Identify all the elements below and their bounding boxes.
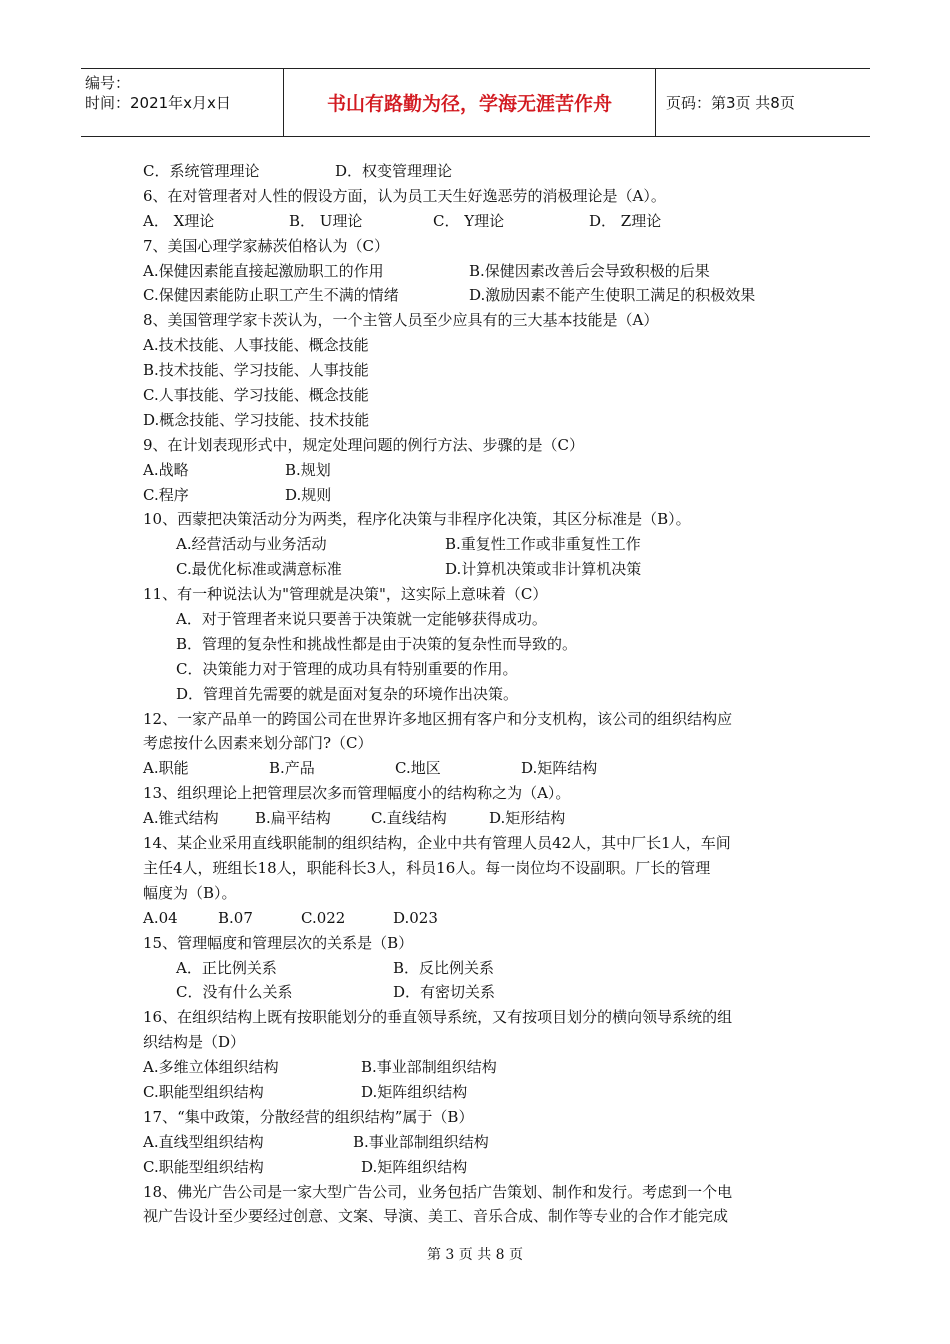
option-b: B.保健因素改善后会导致积极的后果 bbox=[469, 261, 710, 280]
option-a: A.经营活动与业务活动 bbox=[176, 535, 327, 554]
option-a: C.保健因素能防止职工产生不满的情绪 bbox=[143, 286, 399, 305]
header-meta bbox=[81, 69, 284, 136]
question-line: 11、有一种说法认为"管理就是决策"，这实际上意味着（C） bbox=[143, 585, 548, 604]
text-line bbox=[143, 259, 823, 284]
option-b: D.矩阵组织结构 bbox=[361, 1157, 468, 1176]
question-line: 考虑按什么因素来划分部门?（C） bbox=[143, 734, 373, 753]
question-line: 9、在计划表现形式中，规定处理问题的例行方法、步骤的是（C） bbox=[143, 435, 585, 454]
text-line bbox=[143, 557, 823, 582]
option-b: B． U理论 bbox=[289, 211, 363, 230]
option-d: D.矩形结构 bbox=[489, 809, 566, 828]
option-c: C.地区 bbox=[395, 759, 441, 778]
option-b: B.规划 bbox=[285, 460, 331, 479]
text-line bbox=[143, 1155, 823, 1180]
option-line: B.技术技能、学习技能、人事技能 bbox=[143, 361, 369, 380]
text-line bbox=[143, 1055, 823, 1080]
question-line: 6、在对管理者对人性的假设方面，认为员工天生好逸恶劳的消极理论是（A）。 bbox=[143, 186, 666, 205]
question-line: 8、美国管理学家卡茨认为，一个主管人员至少应具有的三大基本技能是（A） bbox=[143, 311, 659, 330]
option-line: B．管理的复杂性和挑战性都是由于决策的复杂性而导致的。 bbox=[176, 634, 578, 653]
option-b: D.矩阵组织结构 bbox=[361, 1082, 468, 1101]
option-line: D.概念技能、学习技能、技术技能 bbox=[143, 410, 370, 429]
option-b: D.计算机决策或非计算机决策 bbox=[445, 560, 642, 579]
option-a: A.04 bbox=[143, 908, 178, 927]
option-a: A.直线型组织结构 bbox=[143, 1132, 264, 1151]
question-line: 视广告设计至少要经过创意、文案、导演、美工、音乐合成、制作等专业的合作才能完成 bbox=[143, 1207, 729, 1226]
question-line: 18、佛光广告公司是一家大型广告公司，业务包括广告策划、制作和发行。考虑到一个电 bbox=[143, 1182, 733, 1201]
header-motto: 书山有路勤为径，学海无涯苦作舟 bbox=[284, 69, 656, 136]
option-a: C．系统管理理论 bbox=[143, 162, 260, 180]
option-a: A.职能 bbox=[143, 759, 189, 778]
question-line: 15、管理幅度和管理层次的关系是（B） bbox=[143, 933, 414, 952]
text-line bbox=[143, 1080, 823, 1105]
option-b: B．反比例关系 bbox=[393, 958, 495, 977]
question-line: 幅度为（B）。 bbox=[143, 883, 237, 902]
question-line: 16、在组织结构上既有按职能划分的垂直领导系统，又有按项目划分的横向领导系统的组 bbox=[143, 1008, 733, 1027]
option-b: B.事业部制组织结构 bbox=[361, 1058, 497, 1077]
option-a: A.多维立体组织结构 bbox=[143, 1058, 279, 1077]
page-header bbox=[81, 68, 870, 137]
page-footer: 第 3 页 共 8 页 bbox=[426, 1247, 524, 1263]
text-line bbox=[143, 532, 823, 557]
option-line: C．决策能力对于管理的成功具有特别重要的作用。 bbox=[176, 659, 518, 678]
option-line: A.技术技能、人事技能、概念技能 bbox=[143, 336, 369, 355]
document-body bbox=[143, 159, 823, 1229]
option-b: B.07 bbox=[218, 908, 253, 927]
text-line bbox=[143, 483, 823, 508]
document-date-label: 时间：2021年x月x日 bbox=[85, 94, 231, 112]
option-b: D．有密切关系 bbox=[393, 983, 496, 1002]
document-number-label: 编号： bbox=[85, 74, 131, 92]
option-b: B.扁平结构 bbox=[255, 809, 331, 828]
option-line: C.人事技能、学习技能、概念技能 bbox=[143, 386, 369, 405]
option-line: A．对于管理者来说只要善于决策就一定能够获得成功。 bbox=[176, 610, 547, 629]
question-line: 12、一家产品单一的跨国公司在世界许多地区拥有客户和分支机构，该公司的组织结构应 bbox=[143, 709, 733, 728]
text-line bbox=[143, 458, 823, 483]
text-line bbox=[143, 209, 823, 234]
question-line: 13、组织理论上把管理层次多而管理幅度小的结构称之为（A）。 bbox=[143, 784, 571, 803]
option-b: B.事业部制组织结构 bbox=[353, 1132, 489, 1151]
question-line: 10、西蒙把决策活动分为两类，程序化决策与非程序化决策，其区分标准是（B）。 bbox=[143, 510, 691, 529]
option-a: C.职能型组织结构 bbox=[143, 1082, 264, 1101]
question-line: 主任4人，班组长18人，职能科长3人，科员16人。每一岗位均不设副职。厂长的管理 bbox=[143, 858, 711, 877]
text-line bbox=[143, 956, 823, 981]
option-c: C． Y理论 bbox=[433, 211, 505, 230]
option-c: C.022 bbox=[301, 908, 346, 927]
option-a: A.战略 bbox=[143, 460, 189, 479]
text-line bbox=[143, 1130, 823, 1155]
question-line: 17、“集中政策，分散经营的组织结构”属于（B） bbox=[143, 1107, 474, 1126]
option-line: D．管理首先需要的就是面对复杂的环境作出决策。 bbox=[176, 684, 519, 703]
option-d: D.矩阵结构 bbox=[521, 759, 598, 778]
option-b: D．权变管理理论 bbox=[335, 162, 453, 180]
text-line bbox=[143, 159, 823, 184]
question-line: 14、某企业采用直线职能制的组织结构，企业中共有管理人员42人，其中厂长1人，车间 bbox=[143, 834, 731, 853]
header-page-number: 页码：第3页 共8页 bbox=[666, 94, 795, 112]
option-b: D.规则 bbox=[285, 485, 332, 504]
option-d: D.023 bbox=[393, 908, 438, 927]
option-a: C.最优化标准或满意标准 bbox=[176, 560, 342, 579]
text-line bbox=[143, 756, 823, 781]
option-a: A.锥式结构 bbox=[143, 809, 219, 828]
text-line bbox=[143, 906, 823, 931]
option-a: A．正比例关系 bbox=[176, 958, 277, 977]
option-a: A． X理论 bbox=[143, 211, 215, 230]
option-b: B.产品 bbox=[269, 759, 315, 778]
text-line bbox=[143, 283, 823, 308]
option-b: D.激励因素不能产生使职工满足的积极效果 bbox=[469, 286, 756, 305]
option-b: B.重复性工作或非重复性工作 bbox=[445, 535, 641, 554]
option-a: C.程序 bbox=[143, 485, 189, 504]
option-c: C.直线结构 bbox=[371, 809, 447, 828]
option-a: A.保健因素能直接起激励职工的作用 bbox=[143, 261, 384, 280]
text-line bbox=[143, 980, 823, 1005]
option-a: C．没有什么关系 bbox=[176, 983, 293, 1002]
question-line: 织结构是（D） bbox=[143, 1033, 246, 1052]
question-line: 7、美国心理学家赫茨伯格认为（C） bbox=[143, 236, 390, 255]
option-d: D． Z理论 bbox=[589, 211, 662, 230]
text-line bbox=[143, 806, 823, 831]
option-a: C.职能型组织结构 bbox=[143, 1157, 264, 1176]
